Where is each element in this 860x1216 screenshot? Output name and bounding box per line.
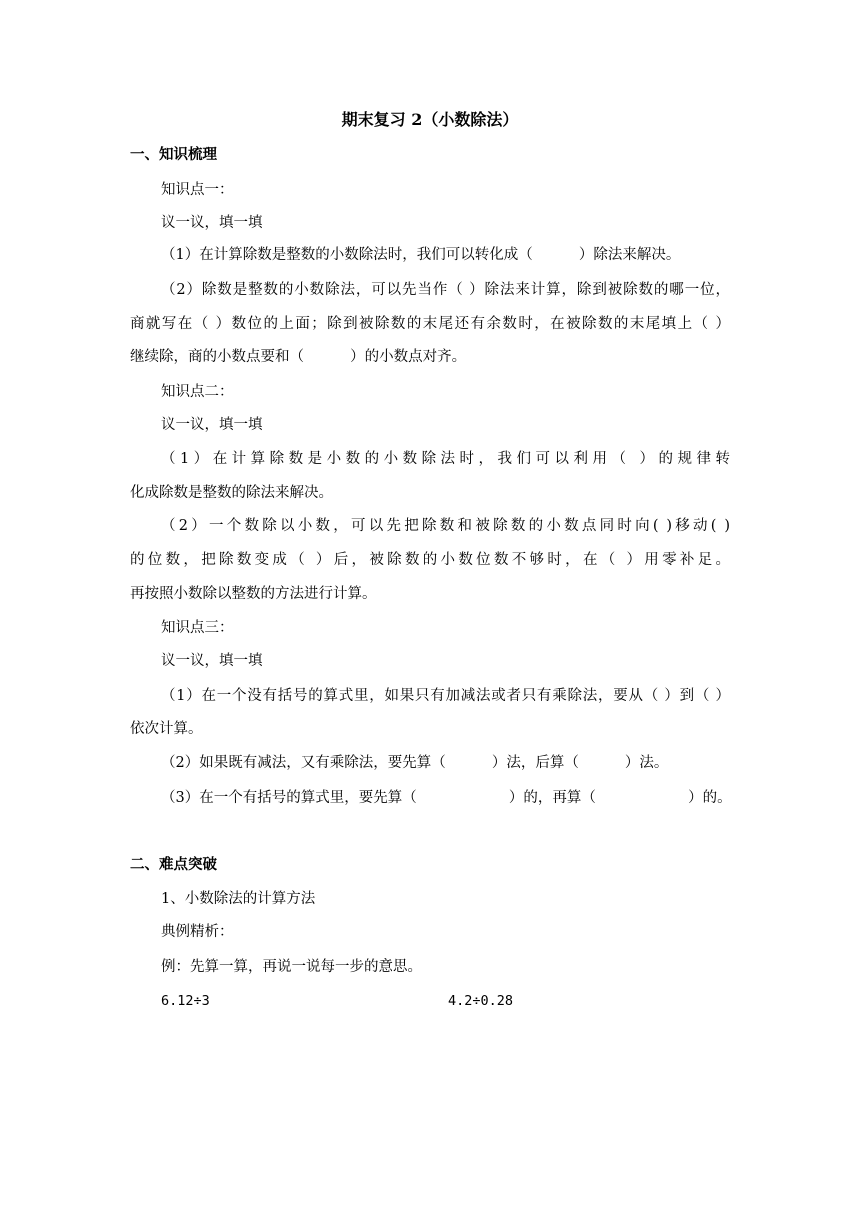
point1-question-2-line3: 继续除，商的小数点要和（ ）的小数点对齐。 bbox=[130, 349, 467, 365]
point1-question-2-line1: （2）除数是整数的小数除法，可以先当作（ ）除法来计算，除到被除数的哪一位， bbox=[161, 282, 730, 298]
point3-question-1-line2: 依次计算。 bbox=[130, 721, 203, 737]
subsection-title: 1、小数除法的计算方法 bbox=[161, 891, 316, 907]
point1-label: 知识点一： bbox=[161, 182, 234, 198]
point2-question-2-line1: （2）一个数除以小数，可以先把除数和被除数的小数点同时向( )移动( ) bbox=[161, 518, 730, 534]
expression-2: 4.2÷0.28 bbox=[448, 993, 514, 1009]
example-label: 典例精析： bbox=[161, 924, 234, 940]
section-heading-difficulties: 二、难点突破 bbox=[130, 856, 217, 873]
point2-question-1-line1: （1）在计算除数是小数的小数除法时，我们可以利用（ ）的规律转 bbox=[161, 451, 730, 467]
point1-question-1: （1）在计算除数是整数的小数除法时，我们可以转化成（ ）除法来解决。 bbox=[161, 247, 681, 263]
point3-prompt: 议一议，填一填 bbox=[161, 653, 263, 669]
expression-1: 6.12÷3 bbox=[161, 993, 210, 1009]
point1-prompt: 议一议，填一填 bbox=[161, 215, 263, 231]
point3-question-3: （3）在一个有括号的算式里，要先算（ ）的，再算（ ）的。 bbox=[161, 790, 732, 806]
point2-label: 知识点二： bbox=[161, 384, 234, 400]
page-title: 期末复习 2（小数除法） bbox=[341, 110, 519, 129]
point3-label: 知识点三： bbox=[161, 620, 234, 636]
point3-question-1-line1: （1）在一个没有括号的算式里，如果只有加减法或者只有乘除法，要从（ ）到（ ） bbox=[161, 688, 730, 704]
section-heading-knowledge: 一、知识梳理 bbox=[130, 146, 217, 163]
point1-question-2-line2: 商就写在（ ）数位的上面；除到被除数的末尾还有余数时，在被除数的末尾填上（ ） bbox=[130, 316, 730, 332]
point2-question-1-line2: 化成除数是整数的除法来解决。 bbox=[130, 485, 333, 501]
point2-question-2-line3: 再按照小数除以整数的方法进行计算。 bbox=[130, 586, 377, 602]
point2-prompt: 议一议，填一填 bbox=[161, 417, 263, 433]
example-prompt: 例：先算一算，再说一说每一步的意思。 bbox=[161, 959, 422, 975]
point3-question-2: （2）如果既有减法，又有乘除法，要先算（ ）法，后算（ ）法。 bbox=[161, 755, 669, 771]
point2-question-2-line2: 的位数，把除数变成（ ）后，被除数的小数位数不够时，在（ ）用零补足。 bbox=[130, 552, 730, 568]
